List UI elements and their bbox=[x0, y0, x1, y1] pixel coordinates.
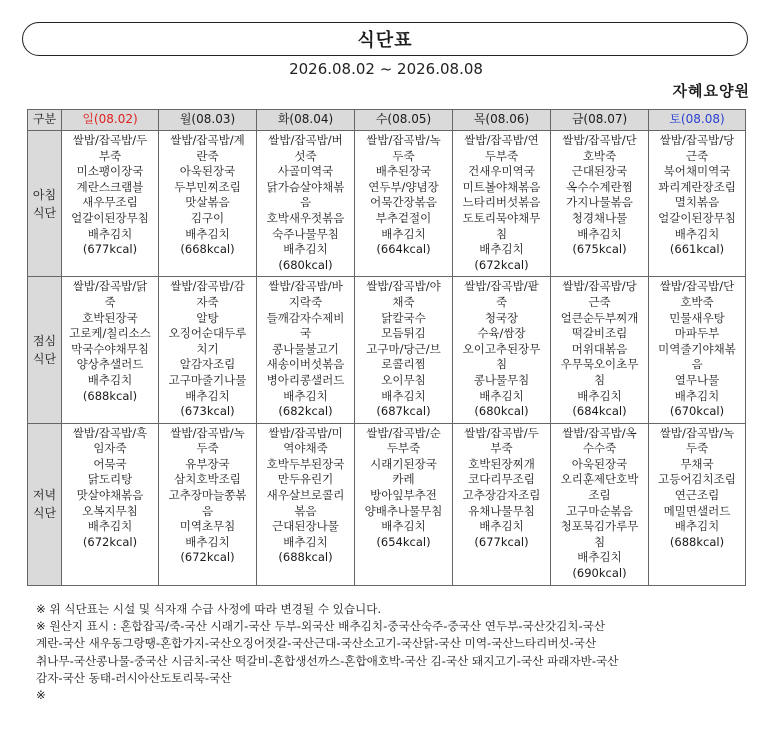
menu-item: 연근조림 bbox=[674, 488, 720, 503]
meal-label-lunch bbox=[28, 277, 62, 423]
menu-item: 배추김치 bbox=[87, 372, 133, 387]
menu-item: 오이무침 bbox=[381, 372, 426, 387]
menu-item: 호박된장찌개 bbox=[468, 456, 535, 471]
menu-cell-dinner-sat bbox=[649, 423, 746, 585]
menu-item: 로콜리찜 bbox=[381, 357, 426, 372]
menu-item: 떡갈비조림 bbox=[571, 326, 628, 341]
menu-item: 죽 bbox=[104, 294, 116, 309]
meal-schedule-table bbox=[27, 109, 746, 586]
menu-item: 음 bbox=[691, 357, 703, 372]
menu-item: 닭도리탕 bbox=[87, 472, 133, 487]
menu-item: 배추김치 bbox=[283, 388, 328, 403]
menu-item: 쌀밥/잡곡밥/연 bbox=[464, 133, 539, 147]
menu-item: (690kcal) bbox=[572, 566, 627, 581]
menu-item: 새송이버섯볶음 bbox=[266, 357, 345, 372]
menu-item: 배추김치 bbox=[87, 226, 133, 241]
menu-item: 무채국 bbox=[680, 456, 714, 471]
note-line: ※ bbox=[36, 688, 46, 703]
menu-item: 숙주나물무침 bbox=[272, 226, 339, 241]
menu-item: 고구마/당근/브 bbox=[366, 341, 441, 356]
menu-item: 머위대볶음 bbox=[571, 341, 628, 356]
header-day-mon: 월(08.03) bbox=[159, 110, 257, 131]
menu-cell-lunch-wed bbox=[355, 277, 453, 423]
menu-item: 쌀밥/잡곡밥/당 bbox=[562, 279, 637, 294]
menu-item: (688kcal) bbox=[669, 534, 725, 549]
menu-item: 쌀밥/잡곡밥/옥 bbox=[562, 425, 637, 440]
menu-item: 배추김치 bbox=[674, 388, 720, 403]
menu-item: 열무나물 bbox=[674, 372, 720, 387]
menu-item: 미트볼야채볶음 bbox=[462, 179, 541, 194]
menu-item: 배추김치 bbox=[185, 534, 230, 549]
menu-item: (668kcal) bbox=[180, 242, 235, 257]
menu-item: 근대된장나물 bbox=[272, 519, 339, 534]
menu-cell-dinner-thu bbox=[453, 423, 551, 585]
menu-item: 란죽 bbox=[196, 148, 219, 163]
menu-cell-breakfast-thu bbox=[453, 131, 551, 277]
header-day-fri: 금(08.07) bbox=[551, 110, 649, 131]
menu-item: (654kcal) bbox=[376, 534, 431, 549]
menu-item: 배추김치 bbox=[479, 388, 524, 403]
meal-label-dinner bbox=[28, 423, 62, 585]
menu-item: 배추김치 bbox=[479, 519, 524, 534]
menu-item: 방아잎부추전 bbox=[370, 488, 437, 503]
menu-cell-breakfast-sun bbox=[62, 131, 159, 277]
menu-cell-dinner-mon bbox=[159, 423, 257, 585]
menu-item: 볶음 bbox=[294, 503, 317, 518]
menu-item: 청국장 bbox=[484, 310, 519, 325]
meal-label-line: 점심 bbox=[32, 334, 57, 349]
menu-cell-lunch-mon bbox=[159, 277, 257, 423]
menu-item: 어묵간장볶음 bbox=[370, 195, 437, 210]
menu-cell-lunch-thu bbox=[453, 277, 551, 423]
header-day-wed: 수(08.05) bbox=[355, 110, 453, 131]
meal-label-line: 아침 bbox=[32, 187, 57, 202]
menu-item: 북어채미역국 bbox=[663, 164, 731, 179]
menu-item: 배추김치 bbox=[381, 519, 426, 534]
menu-item: 역야채죽 bbox=[283, 441, 328, 456]
menu-item: 자죽 bbox=[196, 294, 219, 309]
menu-item: 병아리콩샐러드 bbox=[266, 372, 345, 387]
menu-item: 배추김치 bbox=[185, 226, 230, 241]
menu-cell-dinner-sun bbox=[62, 423, 159, 585]
header-day-sun: 일(08.02) bbox=[62, 110, 159, 131]
header-day-thu: 목(08.06) bbox=[453, 110, 551, 131]
menu-item: 쌀밥/잡곡밥/닭 bbox=[72, 279, 148, 294]
menu-item: 두죽 bbox=[685, 441, 709, 456]
menu-item: (680kcal) bbox=[474, 404, 529, 419]
menu-item: (687kcal) bbox=[376, 404, 431, 419]
menu-item: 카레 bbox=[392, 472, 415, 487]
menu-item: 미역초무침 bbox=[179, 519, 236, 534]
menu-item: 알감자조림 bbox=[179, 357, 236, 372]
menu-item: 아욱된장국 bbox=[571, 456, 628, 471]
menu-item: 쌀밥/잡곡밥/야 bbox=[366, 279, 441, 294]
menu-item: 청포묵김가루무 bbox=[560, 519, 639, 534]
meal-label-line: 저녁 bbox=[32, 488, 57, 503]
menu-item: 음 bbox=[299, 195, 312, 210]
menu-item: 호박죽 bbox=[582, 148, 617, 163]
menu-item: (682kcal) bbox=[278, 404, 333, 419]
menu-item: 오리훈제단호박 bbox=[560, 472, 639, 487]
menu-item: (680kcal) bbox=[278, 257, 333, 272]
meal-row-dinner bbox=[28, 423, 746, 585]
menu-item: 호박죽 bbox=[680, 294, 714, 309]
menu-item: 근대된장국 bbox=[571, 164, 628, 179]
menu-item: 삼치호박조림 bbox=[174, 472, 241, 487]
menu-item: 배추김치 bbox=[87, 519, 133, 534]
menu-item: 고추장마늘쫑볶 bbox=[168, 488, 247, 503]
menu-item: 김구이 bbox=[190, 210, 225, 225]
header-day-tue: 화(08.04) bbox=[257, 110, 355, 131]
menu-cell-dinner-tue bbox=[257, 423, 355, 585]
menu-item: 얼큰순두부찌개 bbox=[560, 310, 639, 325]
header-day-sat: 토(08.08) bbox=[649, 110, 746, 131]
menu-item: 배추김치 bbox=[283, 534, 328, 549]
menu-item: 근죽 bbox=[588, 294, 611, 309]
menu-item: 오징어순대두루 bbox=[168, 326, 247, 341]
menu-item: 마파두부 bbox=[674, 326, 720, 341]
menu-item: 닭가슴살야채볶 bbox=[266, 179, 345, 194]
menu-item: 청경채나물 bbox=[571, 210, 628, 225]
menu-item: 메밀면샐러드 bbox=[663, 503, 731, 518]
meal-row-breakfast bbox=[28, 131, 746, 277]
menu-cell-lunch-fri bbox=[551, 277, 649, 423]
menu-item: (672kcal) bbox=[180, 550, 235, 565]
note-line: 취나무-국산콩나물-중국산 시금치-국산 떡갈비-혼합생선까스-혼합애호박-국산 김-국산 돼지고기-국산 파래자반-국산 bbox=[36, 653, 619, 668]
menu-item: 시래기된장국 bbox=[370, 456, 437, 471]
menu-item: 침 bbox=[495, 357, 508, 372]
menu-item: 어묵국 bbox=[93, 456, 127, 471]
menu-item: 섯죽 bbox=[294, 148, 317, 163]
menu-item: 미소팽이장국 bbox=[76, 164, 144, 179]
menu-item: 배추김치 bbox=[577, 550, 622, 565]
menu-item: 쌀밥/잡곡밥/바 bbox=[268, 279, 343, 294]
menu-item: 쌀밥/잡곡밥/버 bbox=[268, 133, 343, 147]
note-line: 계란-국산 새우동그랑땡-혼합가지-국산오징어젓갈-국산근대-국산소고기-국산닭-국산 미역-국산느타리버섯-국산 bbox=[36, 636, 597, 651]
meal-label-line: 식단 bbox=[32, 352, 57, 367]
menu-item: 옥수수계란찜 bbox=[566, 179, 633, 194]
menu-item: 호박두부된장국 bbox=[266, 456, 345, 471]
menu-item: 도토리묵야채무 bbox=[462, 210, 541, 225]
meal-label-line: 식단 bbox=[32, 205, 57, 220]
menu-item: 쌀밥/잡곡밥/감 bbox=[170, 279, 245, 294]
menu-item: 국 bbox=[299, 326, 312, 341]
menu-item: 모듬튀김 bbox=[381, 326, 426, 341]
menu-item: 멸치볶음 bbox=[674, 195, 720, 210]
menu-item: 꽈리계란장조림 bbox=[658, 179, 736, 194]
menu-item: 쌀밥/잡곡밥/단 bbox=[562, 133, 637, 147]
menu-item: (677kcal) bbox=[82, 242, 138, 257]
meal-label-breakfast bbox=[28, 131, 62, 277]
menu-cell-lunch-sat bbox=[649, 277, 746, 423]
menu-item: 우무묵오이초무 bbox=[560, 357, 639, 372]
menu-item: 배추김치 bbox=[381, 226, 426, 241]
menu-item: 유채나물무침 bbox=[468, 503, 535, 518]
menu-item: 쌀밥/잡곡밥/두 bbox=[72, 133, 148, 147]
menu-item: 배추김치 bbox=[185, 388, 230, 403]
menu-item: 두부죽 bbox=[484, 148, 519, 163]
menu-item: 쌀밥/잡곡밥/흑 bbox=[72, 425, 148, 440]
menu-item: (684kcal) bbox=[572, 404, 627, 419]
menu-item: 두죽 bbox=[392, 148, 415, 163]
menu-item: 임자죽 bbox=[93, 441, 127, 456]
menu-item: 콩나물불고기 bbox=[272, 341, 339, 356]
menu-item: 쌀밥/잡곡밥/녹 bbox=[659, 425, 735, 440]
note-line: ※ 위 식단표는 시설 및 식자재 수급 사정에 따라 변경될 수 있습니다. bbox=[36, 602, 382, 616]
menu-item: 아욱된장국 bbox=[179, 164, 236, 179]
menu-item: 수수죽 bbox=[582, 441, 617, 456]
menu-item: 유부장국 bbox=[185, 456, 230, 471]
menu-cell-breakfast-sat bbox=[649, 131, 746, 277]
page-title: 식단표 bbox=[357, 30, 413, 51]
menu-item: 들깨감자수제비 bbox=[266, 310, 345, 325]
menu-item: 맛살볶음 bbox=[185, 195, 230, 210]
menu-item: 배추김치 bbox=[283, 242, 328, 257]
meal-label-line: 식단 bbox=[32, 506, 57, 521]
date-range: 2026.08.02 ~ 2026.08.08 bbox=[289, 60, 483, 78]
note-line: 감자-국산 동태-러시아산도토리묵-국산 bbox=[36, 670, 232, 685]
menu-item: (688kcal) bbox=[278, 550, 333, 565]
menu-cell-breakfast-tue bbox=[257, 131, 355, 277]
menu-cell-dinner-fri bbox=[551, 423, 649, 585]
menu-item: 고구마줄기나물 bbox=[168, 372, 247, 387]
table-header-row bbox=[28, 110, 746, 131]
menu-item: 쌀밥/잡곡밥/녹 bbox=[366, 133, 441, 147]
menu-item: 쌀밥/잡곡밥/순 bbox=[366, 425, 441, 440]
menu-item: 알탕 bbox=[196, 310, 219, 325]
menu-item: 호박새우젓볶음 bbox=[266, 210, 345, 225]
menu-item: 가지나물볶음 bbox=[566, 195, 633, 210]
menu-item: 침 bbox=[495, 226, 508, 241]
menu-item: 두부민찌조림 bbox=[174, 179, 241, 194]
menu-item: 쌀밥/잡곡밥/미 bbox=[268, 425, 343, 440]
menu-item: 사골미역국 bbox=[277, 164, 334, 179]
header-corner: 구분 bbox=[28, 110, 62, 131]
menu-item: 고구마순볶음 bbox=[566, 503, 633, 518]
menu-item: 닭칼국수 bbox=[381, 310, 426, 325]
menu-item: 조림 bbox=[588, 488, 611, 503]
menu-cell-breakfast-wed bbox=[355, 131, 453, 277]
menu-item: (688kcal) bbox=[82, 388, 138, 403]
menu-item: 계란스크램블 bbox=[76, 179, 144, 194]
menu-item: (677kcal) bbox=[474, 534, 529, 549]
organization-name: 자혜요양원 bbox=[672, 82, 750, 100]
menu-item: 죽 bbox=[495, 294, 508, 309]
menu-item: 민물새우탕 bbox=[669, 310, 725, 325]
menu-cell-dinner-wed bbox=[355, 423, 453, 585]
menu-item: 쌀밥/잡곡밥/팥 bbox=[464, 279, 539, 294]
menu-item: (672kcal) bbox=[82, 534, 138, 549]
menu-item: 맛살야채볶음 bbox=[76, 488, 144, 503]
menu-item: 쌀밥/잡곡밥/녹 bbox=[170, 425, 245, 440]
menu-item: 배추된장국 bbox=[375, 164, 432, 179]
menu-item: 배추김치 bbox=[577, 388, 622, 403]
menu-item: 두죽 bbox=[196, 441, 219, 456]
menu-item: 배추김치 bbox=[479, 242, 524, 257]
menu-item: 고로케/칠리소스 bbox=[69, 326, 151, 341]
menu-item: 부죽 bbox=[98, 148, 122, 163]
menu-item: 얼갈이된장무침 bbox=[658, 210, 736, 225]
menu-item: 배추김치 bbox=[577, 226, 622, 241]
menu-item: 고추장감자조림 bbox=[462, 488, 541, 503]
menu-item: 근죽 bbox=[685, 148, 709, 163]
menu-item: 수육/쌈장 bbox=[477, 326, 526, 341]
menu-item: 침 bbox=[593, 372, 606, 387]
menu-item: 양배추나물무침 bbox=[364, 503, 443, 518]
menu-item: 오복지무침 bbox=[82, 503, 138, 518]
menu-cell-breakfast-mon bbox=[159, 131, 257, 277]
menu-item: 연두부/양념장 bbox=[368, 179, 439, 194]
menu-item: 두부죽 bbox=[386, 441, 421, 456]
menu-item: (664kcal) bbox=[376, 242, 431, 257]
menu-item: 미역줄기야채볶 bbox=[658, 341, 736, 356]
menu-item: 쌀밥/잡곡밥/당 bbox=[659, 133, 735, 147]
menu-item: 배추김치 bbox=[674, 519, 720, 534]
menu-item: 배추김치 bbox=[381, 388, 426, 403]
menu-item: 쌀밥/잡곡밥/계 bbox=[170, 133, 245, 147]
menu-item: 지락죽 bbox=[288, 294, 323, 309]
menu-cell-lunch-sun bbox=[62, 277, 159, 423]
menu-item: 얼갈이된장무침 bbox=[71, 210, 149, 225]
menu-item: 양상추샐러드 bbox=[76, 357, 144, 372]
menu-item: (673kcal) bbox=[180, 404, 235, 419]
menu-item: 음 bbox=[201, 503, 214, 518]
menu-item: 만두유린기 bbox=[277, 472, 334, 487]
menu-item: 콩나물무침 bbox=[473, 372, 530, 387]
menu-item: 침 bbox=[593, 534, 606, 549]
menu-item: 치기 bbox=[196, 341, 219, 356]
menu-item: 고등어김치조림 bbox=[658, 472, 736, 487]
menu-item: 오이고추된장무 bbox=[462, 341, 541, 356]
meal-row-lunch bbox=[28, 277, 746, 423]
menu-item: 부추겉절이 bbox=[375, 210, 432, 225]
menu-item: 막국수야채무침 bbox=[71, 341, 149, 356]
menu-item: 배추김치 bbox=[674, 226, 720, 241]
menu-item: (672kcal) bbox=[474, 257, 529, 272]
menu-item: 부죽 bbox=[490, 441, 513, 456]
menu-item: 느타리버섯볶음 bbox=[462, 195, 541, 210]
note-line: ※ 원산지 표시 : 혼합잡곡/죽-국산 시래기-국산 두부-외국산 배추김치-중국산숙주-중국산 연두부-국산갓김치-국산 bbox=[36, 619, 606, 634]
menu-item: (661kcal) bbox=[669, 242, 725, 257]
menu-item: 쌀밥/잡곡밥/두 bbox=[464, 425, 539, 440]
menu-item: 채죽 bbox=[392, 294, 415, 309]
menu-cell-breakfast-fri bbox=[551, 131, 649, 277]
menu-item: 쌀밥/잡곡밥/단 bbox=[659, 279, 735, 294]
menu-item: 새우무조림 bbox=[82, 195, 138, 210]
menu-cell-lunch-tue bbox=[257, 277, 355, 423]
menu-item: 코다리무조림 bbox=[468, 472, 535, 487]
menu-item: 호박된장국 bbox=[82, 310, 138, 325]
notes-section bbox=[36, 601, 756, 704]
menu-item: 새우살브로콜리 bbox=[266, 488, 345, 503]
menu-item: (675kcal) bbox=[572, 242, 627, 257]
menu-item: 건새우미역국 bbox=[468, 164, 535, 179]
title-banner bbox=[22, 22, 748, 56]
menu-item: (670kcal) bbox=[669, 404, 725, 419]
